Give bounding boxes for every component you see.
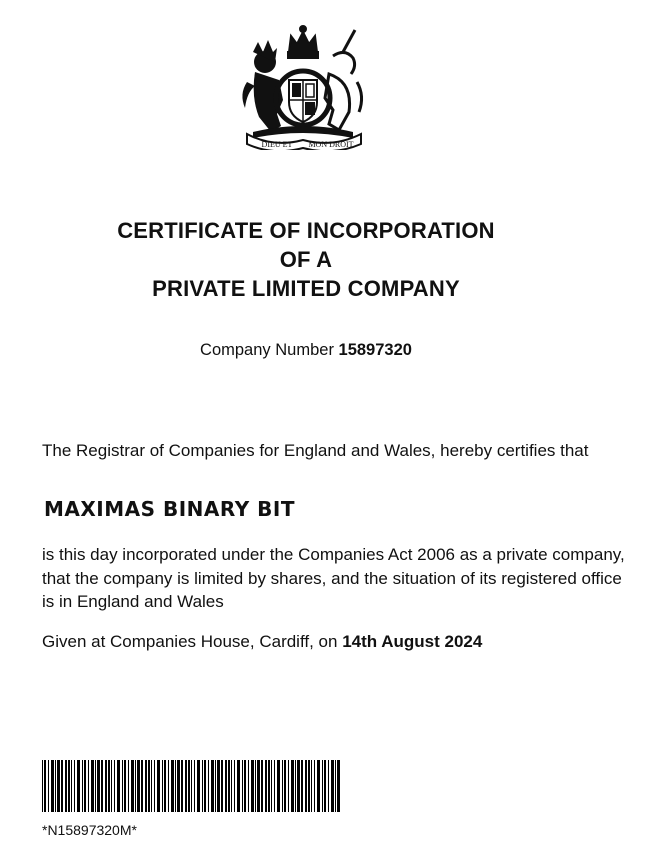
barcode-bar (42, 760, 43, 812)
barcode-bar (48, 760, 49, 812)
barcode-bar (77, 760, 80, 812)
barcode-bar (297, 760, 300, 812)
barcode-bar (274, 760, 275, 812)
barcode-bar (137, 760, 140, 812)
barcode-bar (97, 760, 100, 812)
company-name: MAXIMAS BINARY BIT (44, 497, 295, 521)
barcode-bar (225, 760, 227, 812)
company-number (0, 341, 612, 360)
barcode-bar (317, 760, 320, 812)
barcode-bar (337, 760, 340, 812)
barcode-bar (128, 760, 129, 812)
barcode-bar (122, 760, 123, 812)
barcode-bar (314, 760, 315, 812)
company-number-value: 15897320 (338, 341, 412, 359)
barcode-bar (305, 760, 307, 812)
given-at-text (42, 630, 632, 654)
barcode-bar (282, 760, 283, 812)
barcode-bar (324, 760, 326, 812)
barcode-bar (141, 760, 143, 812)
barcode-bar (108, 760, 110, 812)
barcode-bar (148, 760, 150, 812)
barcode-bar (221, 760, 223, 812)
barcode-bar (65, 760, 67, 812)
barcode-bar (51, 760, 54, 812)
barcode-bar (211, 760, 214, 812)
barcode-bar (194, 760, 195, 812)
barcode-bar (244, 760, 246, 812)
barcode-bar (261, 760, 263, 812)
title-line-3: PRIVATE LIMITED COMPANY (152, 276, 460, 301)
barcode-bar (268, 760, 270, 812)
barcode-bar (105, 760, 107, 812)
barcode-bar (71, 760, 72, 812)
title-line-2: OF A (279, 247, 333, 272)
barcode-bar (197, 760, 200, 812)
barcode-bar (181, 760, 183, 812)
barcode-bar (151, 760, 152, 812)
barcode-bar (237, 760, 240, 812)
barcode-bar (191, 760, 192, 812)
barcode-bar (55, 760, 56, 812)
barcode-bar (265, 760, 267, 812)
royal-coat-of-arms-icon (233, 22, 373, 150)
barcode-bar (131, 760, 134, 812)
barcode-bar (95, 760, 96, 812)
barcode-bar (291, 760, 294, 812)
barcode-bar (82, 760, 83, 812)
barcode-bar (74, 760, 75, 812)
barcode-bar (335, 760, 336, 812)
barcode-bar (217, 760, 220, 812)
barcode-bar (177, 760, 180, 812)
barcode (42, 760, 342, 812)
barcode-bar (135, 760, 136, 812)
barcode-bar (331, 760, 334, 812)
barcode-bar (185, 760, 187, 812)
barcode-bar (322, 760, 323, 812)
barcode-bar (308, 760, 310, 812)
barcode-bar (84, 760, 86, 812)
barcode-bar (328, 760, 329, 812)
barcode-bar (91, 760, 94, 812)
barcode-bar (117, 760, 120, 812)
barcode-bar (114, 760, 115, 812)
barcode-bar (284, 760, 286, 812)
certifies-text: The Registrar of Companies for England and Wales, hereby certifies that (42, 441, 589, 460)
barcode-code: *N15897320M* (42, 822, 137, 838)
barcode-bar (295, 760, 296, 812)
incorporation-date: 14th August 2024 (342, 632, 483, 651)
barcode-bar (188, 760, 190, 812)
company-number-label: Company Number (200, 341, 334, 359)
barcode-bar (68, 760, 70, 812)
incorporation-text: is this day incorporated under the Companies Act 2006 as a private company, that the company is limited by shares, and the situation of its registered office is in England and Wales (42, 545, 625, 611)
barcode-bar (248, 760, 249, 812)
barcode-bar (215, 760, 216, 812)
barcode-bar (255, 760, 256, 812)
barcode-bar (57, 760, 60, 812)
title-line-1: CERTIFICATE OF INCORPORATION (117, 218, 495, 243)
barcode-bar (311, 760, 312, 812)
barcode-bar (61, 760, 63, 812)
barcode-bar (234, 760, 235, 812)
barcode-bar (154, 760, 155, 812)
barcode-bar (168, 760, 169, 812)
barcode-bar (171, 760, 174, 812)
barcode-bar (164, 760, 166, 812)
barcode-bar (204, 760, 206, 812)
barcode-bar (157, 760, 160, 812)
barcode-bar (44, 760, 46, 812)
barcode-bar (202, 760, 203, 812)
barcode-bar (231, 760, 232, 812)
barcode-bar (257, 760, 260, 812)
barcode-bar (277, 760, 280, 812)
barcode-bar (88, 760, 89, 812)
barcode-bar (251, 760, 254, 812)
barcode-bar (271, 760, 272, 812)
barcode-bar (101, 760, 103, 812)
barcode-bar (301, 760, 303, 812)
given-at-prefix: Given at Companies House, Cardiff, on (42, 632, 338, 651)
barcode-bar (175, 760, 176, 812)
barcode-bar (124, 760, 126, 812)
certificate-title (0, 216, 612, 303)
barcode-bar (162, 760, 163, 812)
barcode-bar (111, 760, 112, 812)
motto-right: MON DROIT (308, 140, 354, 149)
barcode-bar (242, 760, 243, 812)
barcode-bar (208, 760, 209, 812)
barcode-bar (145, 760, 147, 812)
barcode-bar (228, 760, 230, 812)
motto-left: DIEU ET (261, 140, 293, 149)
barcode-bar (288, 760, 289, 812)
